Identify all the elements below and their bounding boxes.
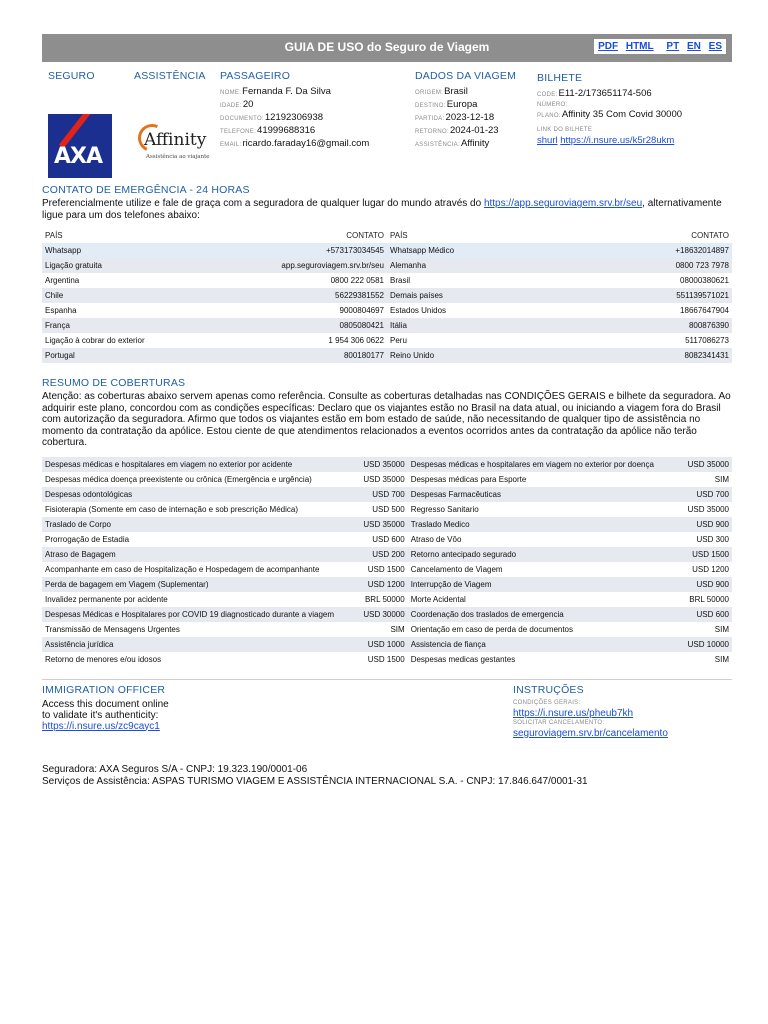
ticket-plan-row: PLANO:Affinity 35 Com Covid 30000: [537, 109, 683, 120]
coverage-value: USD 35000: [359, 457, 407, 472]
coverage-name: Coordenação dos traslados de emergencia: [408, 607, 684, 622]
coverage-name: Perda de bagagem em Viagem (Suplementar): [42, 577, 359, 592]
emergency-contacts-table: [42, 227, 732, 363]
company-info: [42, 764, 732, 788]
coverage-name: Atraso de Vôo: [410, 534, 462, 544]
contact-country: Whatsapp Médico: [387, 243, 525, 258]
col-contato-2: CONTATO: [691, 230, 729, 240]
passenger-email: ricardo.faraday16@gmail.com: [242, 138, 370, 149]
coverage-value: USD 300: [696, 534, 729, 544]
coverage-value: USD 1500: [684, 547, 732, 562]
trip-origin-row: ORIGEM:Brasil: [415, 86, 468, 97]
coverage-name: Despesas medicas gestantes: [410, 654, 516, 664]
trip-departure-row: PARTIDA:2023-12-18: [415, 112, 495, 123]
coverage-value: USD 30000: [359, 607, 407, 622]
trip-departure: 2023-12-18: [445, 112, 495, 123]
passenger-phone-row: TELEFONE:41999688316: [220, 125, 316, 136]
coverage-value: BRL 50000: [364, 594, 405, 604]
coverage-name: Despesas Médicas e Hospitalares por COVID 19 diagnosticado durante a viagem: [42, 607, 359, 622]
passenger-block: [220, 70, 369, 151]
trip-return-row: RETORNO:2024-01-23: [415, 125, 499, 136]
contact-number: 0800 723 7978: [525, 258, 732, 273]
contact-row: [42, 288, 732, 303]
emergency-title: CONTATO DE EMERGÊNCIA - 24 HORAS: [42, 184, 250, 196]
html-link[interactable]: HTML: [625, 41, 654, 52]
contact-number: app.seguroviagem.srv.br/seu: [180, 258, 387, 273]
passenger-name: Fernanda F. Da Silva: [242, 86, 331, 97]
coverage-value: USD 900: [684, 517, 732, 532]
contact-number: 5117086273: [525, 333, 732, 348]
coverage-value: USD 600: [684, 607, 732, 622]
contact-number: 08000380621: [525, 273, 732, 288]
trip-return: 2024-01-23: [449, 125, 499, 136]
affinity-logo-subtitle: Assistência ao viajante: [146, 154, 210, 160]
coverage-value: USD 200: [359, 547, 407, 562]
axa-logo: [48, 114, 112, 178]
coverage-name: Regresso Sanitario: [410, 504, 479, 514]
axa-logo-text: AXA: [54, 144, 103, 169]
instructions-block: [513, 684, 733, 739]
coverage-name: Assistência jurídica: [42, 637, 359, 652]
coverage-table: [42, 457, 732, 667]
col-contato-1: CONTATO: [346, 230, 384, 240]
contact-country: Peru: [387, 333, 525, 348]
coverage-row: [42, 457, 732, 472]
coverage-value: BRL 50000: [689, 594, 729, 604]
ticket-label: BILHETE: [537, 72, 583, 84]
contact-country: Ligação gratuita: [42, 258, 180, 273]
coverage-row: [42, 562, 732, 577]
coverage-name: Retorno de menores e/ou idosos: [45, 654, 162, 664]
coverage-name: Orientação em caso de perda de documentos: [410, 624, 574, 634]
cancel-link[interactable]: seguroviagem.srv.br/cancelamento: [513, 727, 668, 739]
contact-country: Ligação à cobrar do exterior: [42, 333, 180, 348]
conditions-link[interactable]: https://i.nsure.us/pheub7kh: [513, 707, 634, 719]
contact-country: Espanha: [42, 303, 180, 318]
ticket-number-label: NÚMERO:: [537, 102, 568, 108]
contact-row: [42, 333, 732, 348]
coverage-title: RESUMO DE COBERTURAS: [42, 377, 186, 389]
contact-row: [42, 318, 732, 333]
coverage-name: Interrupção de Viagem: [408, 577, 684, 592]
footer-info: [42, 684, 732, 758]
coverage-name: Despesas Farmacêuticas: [408, 487, 684, 502]
contact-number: 800180177: [180, 348, 387, 363]
pt-link[interactable]: PT: [666, 41, 680, 52]
contact-country: Argentina: [42, 273, 180, 288]
ticket-plan: Affinity 35 Com Covid 30000: [561, 109, 683, 120]
contact-number: 800876390: [525, 318, 732, 333]
en-link[interactable]: EN: [686, 41, 701, 52]
col-pais-1: PAÍS: [45, 230, 63, 240]
coverage-name: Despesas médica doença preexistente ou crônica (Emergência e urgência): [45, 474, 312, 484]
trip-origin: Brasil: [444, 86, 468, 97]
contact-number: +18632014897: [525, 243, 732, 258]
assistencia-label: ASSISTÊNCIA: [134, 70, 206, 82]
contact-country: Brasil: [387, 273, 525, 288]
passenger-email-row: EMAIL:ricardo.faraday16@gmail.com: [220, 138, 370, 149]
coverage-row: [42, 547, 732, 562]
coverage-name: Despesas médicas e hospitalares em viagem no exterior por doença: [408, 457, 684, 472]
coverage-value: USD 600: [372, 534, 405, 544]
title-bar: [42, 34, 732, 62]
affinity-logo: [136, 120, 210, 170]
col-pais-2: PAÍS: [390, 230, 408, 240]
shurl-link[interactable]: shurl: [537, 135, 558, 146]
coverage-value: USD 35000: [363, 474, 405, 484]
coverage-value: USD 10000: [684, 637, 732, 652]
coverage-value: SIM: [714, 624, 729, 634]
contact-number: 0800 222 0581: [180, 273, 387, 288]
coverage-name: Acompanhante em caso de Hospitalização e Hospedagem de acompanhante: [45, 564, 320, 574]
instructions-title: INSTRUÇÕES: [513, 683, 584, 696]
immigration-line2: to validate it's authenticity:: [42, 709, 159, 721]
cancel-label: SOLICITAR CANCELAMENTO:: [513, 719, 605, 726]
divider: [42, 679, 732, 680]
coverage-value: USD 1200: [359, 577, 407, 592]
coverage-row: [42, 652, 732, 667]
contact-number: 8082341431: [525, 348, 732, 363]
emergency-app-link[interactable]: https://app.seguroviagem.srv.br/seu: [483, 198, 643, 209]
coverage-row: [42, 502, 732, 517]
ticket-code: E11-2/173651174-506: [558, 88, 652, 99]
trip-destination: Europa: [446, 99, 478, 110]
contact-number: 18667647904: [525, 303, 732, 318]
coverage-value: USD 1000: [359, 637, 407, 652]
coverage-name: Retorno antecipado segurado: [408, 547, 684, 562]
pdf-link[interactable]: PDF: [598, 41, 619, 52]
coverage-value: USD 500: [372, 504, 405, 514]
ticket-block: [537, 72, 682, 146]
coverage-value: SIM: [390, 624, 405, 634]
coverage-name: Atraso de Bagagem: [42, 547, 359, 562]
coverage-row: [42, 622, 732, 637]
coverage-row: [42, 607, 732, 622]
conditions-label: CONDIÇÕES GERAIS:: [513, 699, 581, 706]
trip-assistance-row: ASSISTÊNCIA:Affinity: [415, 138, 490, 149]
es-link[interactable]: ES: [708, 41, 722, 52]
contact-country: Portugal: [42, 348, 180, 363]
passenger-age: 20: [242, 99, 254, 110]
coverage-row: [42, 487, 732, 502]
contact-row: [42, 303, 732, 318]
coverage-name: Despesas odontológicas: [42, 487, 359, 502]
format-links: [594, 39, 726, 54]
contact-country: Alemanha: [387, 258, 525, 273]
trip-label: DADOS DA VIAGEM: [415, 70, 517, 82]
emergency-text: Preferencialmente utilize e fale de graça com a seguradora de qualquer lugar do mundo através do https://app.seguroviagem.srv.br/seu, alternativamente ligue para um dos telefones abaixo:: [42, 198, 722, 221]
passenger-label: PASSAGEIRO: [220, 70, 291, 82]
coverage-name: Fisioterapia (Somente em caso de internação e sob prescrição Médica): [45, 504, 299, 514]
immigration-line1: Access this document online: [42, 698, 169, 710]
trip-assistance: Affinity: [460, 138, 490, 149]
contact-country: Chile: [42, 288, 180, 303]
passenger-phone: 41999688316: [257, 125, 316, 136]
coverage-value: USD 700: [359, 487, 407, 502]
passenger-document: 12192306938: [264, 112, 324, 123]
contact-country: Reino Unido: [387, 348, 525, 363]
contact-country: Itália: [387, 318, 525, 333]
insurer-line: Seguradora: AXA Seguros S/A - CNPJ: 19.323.190/0001-06: [42, 763, 308, 775]
trip-block: [415, 70, 516, 151]
passenger-name-row: NOME:Fernanda F. Da Silva: [220, 86, 331, 97]
header-section: [42, 62, 732, 182]
contact-row: [42, 258, 732, 273]
coverage-row: [42, 637, 732, 652]
contact-country: França: [42, 318, 180, 333]
document-title: GUIA DE USO do Seguro de Viagem: [284, 40, 490, 54]
coverage-value: USD 35000: [359, 517, 407, 532]
trip-destination-row: DESTINO:Europa: [415, 99, 478, 110]
coverage-name: Cancelamento de Viagem: [410, 564, 503, 574]
coverage-value: USD 1500: [367, 654, 405, 664]
coverage-text: Atenção: as coberturas abaixo servem apenas como referência. Consulte as coberturas detalhadas nas CONDIÇÕES GERAIS e bilhete da seguradora. Ao adquirir este plano, concordou com as condições específicas: Declaro que os viajantes estão no Brasil na data atual, ou iniciando a viagem fora do Brasil com autorização da seguradora. Afirmo que todos os viajantes estão em bom estado de saúde, não necessitando de qualquer tipo de assistência no momento da contratação da apólice. Estou ciente de que atendimentos relacionados a eventos ocorridos antes da contratação da apólice não terão cobertura.: [42, 391, 731, 448]
coverage-row: [42, 517, 732, 532]
coverage-row: [42, 472, 732, 487]
ticket-link-label: LINK DO BILHETE: [537, 127, 593, 133]
contact-number: 9000804697: [180, 303, 387, 318]
passenger-age-row: IDADE:20: [220, 99, 254, 110]
coverage-value: USD 35000: [684, 457, 732, 472]
coverage-name: Despesas médicas para Esporte: [410, 474, 527, 484]
seguro-label: SEGURO: [48, 70, 95, 82]
coverage-value: USD 700: [684, 487, 732, 502]
contact-number: 56229381552: [180, 288, 387, 303]
contact-number: 0805080421: [180, 318, 387, 333]
affinity-logo-text: Affinity: [144, 130, 207, 150]
page: [42, 0, 732, 788]
coverage-name: Invalidez permanente por acidente: [45, 594, 168, 604]
coverage-value: USD 1500: [367, 564, 405, 574]
ticket-code-row: CODE:E11-2/173651174-506: [537, 88, 652, 99]
coverage-row: [42, 577, 732, 592]
immigration-title: IMMIGRATION OFFICER: [42, 683, 166, 696]
contact-number: 551139571021: [525, 288, 732, 303]
contact-country: Estados Unidos: [387, 303, 525, 318]
immigration-block: [42, 684, 242, 732]
contact-row: [42, 273, 732, 288]
coverage-name: Traslado de Corpo: [42, 517, 359, 532]
coverage-name: Transmissão de Mensagens Urgentes: [45, 624, 180, 634]
contact-number: 1 954 306 0622: [180, 333, 387, 348]
coverage-value: SIM: [714, 654, 729, 664]
coverage-name: Assistencia de fiança: [408, 637, 684, 652]
contact-number: +573173034545: [180, 243, 387, 258]
coverage-value: SIM: [714, 474, 729, 484]
coverage-value: USD 900: [684, 577, 732, 592]
coverage-row: [42, 592, 732, 607]
coverage-value: USD 35000: [687, 504, 729, 514]
contact-row: [42, 243, 732, 258]
coverage-row: [42, 532, 732, 547]
coverage-name: Morte Acidental: [410, 594, 466, 604]
contact-country: Whatsapp: [42, 243, 180, 258]
passenger-document-row: DOCUMENTO:12192306938: [220, 112, 324, 123]
contact-country: Demais países: [387, 288, 525, 303]
ticket-link[interactable]: https://i.nsure.us/k5r28ukm: [560, 135, 675, 146]
coverage-value: USD 1200: [692, 564, 729, 574]
coverage-name: Prorrogação de Estadia: [45, 534, 130, 544]
coverage-name: Traslado Medico: [408, 517, 684, 532]
contact-row: [42, 348, 732, 363]
assistance-company-line: Serviços de Assistência: ASPAS TURISMO VIAGEM E ASSISTÊNCIA INTERNACIONAL S.A. - CNPJ: 17.846.647/0001-31: [42, 775, 588, 787]
validation-link[interactable]: https://i.nsure.us/zc9cayc1: [42, 720, 160, 732]
coverage-name: Despesas médicas e hospitalares em viagem no exterior por acidente: [42, 457, 359, 472]
